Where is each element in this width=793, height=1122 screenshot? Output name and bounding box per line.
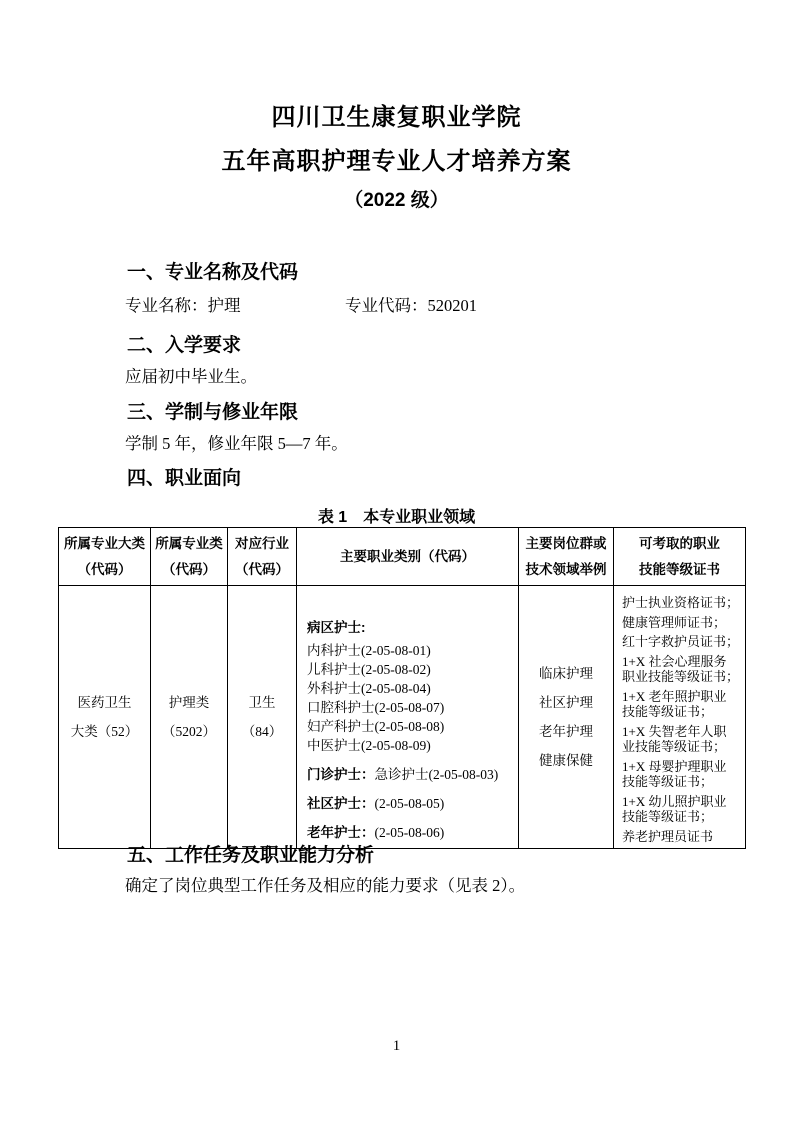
section-3-body: 学制 5 年，修业年限 5—7 年。	[125, 434, 348, 453]
occupation-item: 内科护士(2-05-08-01)	[307, 643, 431, 658]
section-1-body	[125, 296, 477, 316]
header-industry	[228, 528, 297, 586]
elderly-nurse-line	[307, 823, 514, 842]
section-2-heading: 二、入学要求	[127, 335, 242, 356]
header-text: （代码）	[162, 561, 216, 577]
certificate-item: 红十字救护员证书；	[622, 634, 740, 649]
title-program-name: 五年高职护理专业人才培养方案	[221, 148, 572, 175]
cell-text: 卫生	[248, 695, 276, 710]
title-college-name: 四川卫生康复职业学院	[271, 104, 522, 131]
post-group-item: 老年护理	[539, 724, 593, 739]
header-text: （代码）	[235, 561, 289, 577]
certificate-item: 1+X 母婴护理职业技能等级证书；	[622, 758, 727, 789]
section-5-body: 确定了岗位典型工作任务及相应的能力要求（见表 2）。	[125, 876, 526, 895]
certificate-item: 养老护理员证书	[622, 828, 714, 844]
outpatient-nurse-detail: 急诊护士(2-05-08-03)	[374, 767, 499, 782]
certificate-item: 健康管理师证书；	[622, 614, 727, 630]
cell-text: 大类（52）	[70, 724, 139, 739]
header-text: （代码）	[77, 561, 132, 577]
post-group-item: 健康保健	[539, 753, 593, 768]
major-code-value: 专业代码：520201	[345, 296, 477, 315]
outpatient-nurse-line	[307, 765, 514, 784]
section-1-heading: 一、专业名称及代码	[127, 262, 299, 283]
section-3-heading: 三、学制与修业年限	[127, 402, 299, 423]
certificate-item: 1+X 幼儿照护职业技能等级证书；	[622, 793, 727, 824]
header-text: 主要岗位群或	[525, 535, 607, 551]
cell-text: （5202）	[162, 724, 216, 739]
certificate-item: 1+X 社会心理服务职业技能等级证书；	[622, 653, 740, 684]
occupation-item: 儿科护士(2-05-08-02)	[307, 662, 431, 677]
header-certificates	[614, 528, 746, 586]
header-text: 技术领域举例	[525, 561, 607, 577]
community-nurse-line	[307, 794, 514, 813]
header-major-category	[59, 528, 151, 586]
occupation-item: 外科护士(2-05-08-04)	[307, 681, 431, 696]
certificate-item: 护士执业资格证书；	[622, 595, 740, 610]
title-cohort-year: （2022 级）	[344, 190, 449, 211]
major-name-value: 专业名称：护理	[125, 296, 241, 315]
elderly-nurse-title: 老年护士：	[307, 825, 375, 840]
cell-post-group	[519, 586, 614, 849]
occupation-domain-table	[58, 527, 746, 849]
table-1-caption: 表 1 本专业职业领域	[317, 509, 476, 526]
section-4-heading: 四、职业面向	[127, 468, 242, 489]
header-text: 技能等级证书	[639, 561, 720, 577]
post-group-item: 临床护理	[539, 666, 593, 681]
header-text: 对应行业	[235, 535, 289, 551]
elderly-nurse-detail: (2-05-08-06)	[374, 825, 445, 840]
header-major-class	[151, 528, 228, 586]
cell-certificates	[614, 586, 746, 849]
community-nurse-detail: (2-05-08-05)	[374, 796, 445, 811]
certificate-item: 1+X 老年照护职业技能等级证书；	[622, 688, 727, 719]
table-header-row	[59, 528, 746, 586]
certificate-item: 1+X 失智老年人职业技能等级证书；	[622, 723, 727, 754]
cell-occupation-category	[297, 586, 519, 849]
document-title	[0, 106, 793, 210]
section-5-heading: 五、工作任务及职业能力分析	[127, 845, 375, 866]
cell-industry	[228, 586, 297, 849]
ward-nurse-group-title: 病区护士:	[307, 620, 366, 635]
header-occupation-category	[297, 528, 519, 586]
header-text: 主要职业类别（代码）	[340, 548, 475, 564]
table-data-row	[59, 586, 746, 849]
post-group-item: 社区护理	[539, 695, 593, 710]
outpatient-nurse-title: 门诊护士：	[307, 767, 375, 782]
section-2-body: 应届初中毕业生。	[125, 367, 257, 386]
cell-major-category	[59, 586, 151, 849]
page-number: 1	[392, 1038, 401, 1054]
cell-text: （84）	[241, 724, 283, 739]
occupation-item: 中医护士(2-05-08-09)	[307, 738, 431, 753]
cell-text: 医药卫生	[77, 695, 132, 710]
header-text: 所属专业类	[155, 535, 223, 551]
header-text: 所属专业大类	[64, 535, 145, 551]
header-text: 可考取的职业	[639, 535, 720, 551]
community-nurse-title: 社区护士：	[307, 796, 375, 811]
header-post-group	[519, 528, 614, 586]
cell-major-class	[151, 586, 228, 849]
occupation-item: 口腔科护士(2-05-08-07)	[307, 700, 445, 715]
occupation-item: 妇产科护士(2-05-08-08)	[307, 719, 445, 734]
cell-text: 护理类	[168, 695, 210, 710]
